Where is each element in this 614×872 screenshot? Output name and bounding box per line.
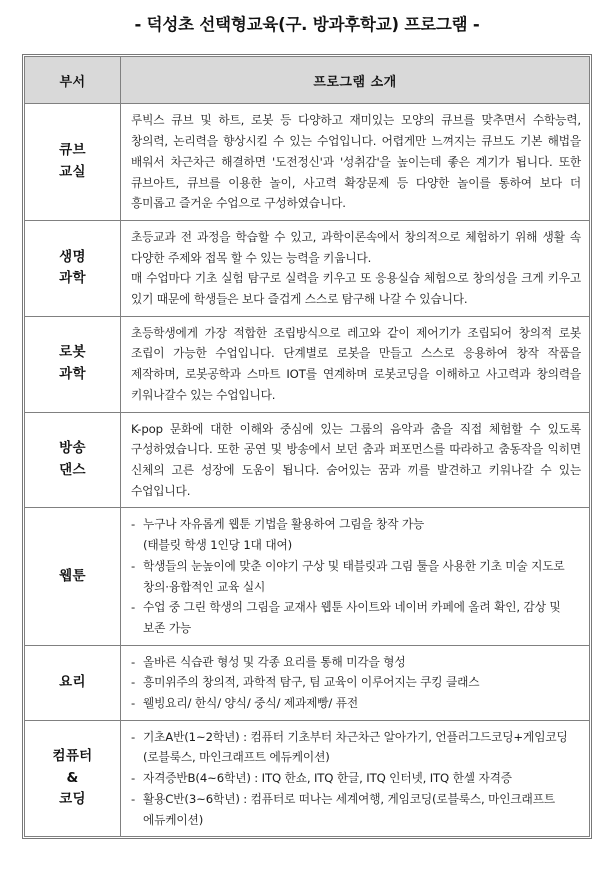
- department-name-line: 과학: [59, 366, 86, 383]
- department-cell: [25, 508, 121, 645]
- department-cell: [25, 720, 121, 837]
- table-row: [25, 220, 590, 316]
- department-name-line: &: [66, 769, 79, 786]
- description-paragraph: K-pop 문화에 대한 이해와 중심에 있는 그룹의 음악과 춤을 직접 체험할 수 있도록 구성하였습니다. 또한 공연 및 방송에서 보던 춤과 퍼포먼스를 따라하고 춤동작을 익히면 신체의 고른 성장에 도움이 됩니다. 숨어있는 꿈과 끼를 발견하고 키워나갈 수 있는 수업입니다.: [131, 421, 581, 498]
- bullet-item: - 흥미위주의 창의적, 과학적 탐구, 팀 교육이 이루어지는 쿠킹 클래스: [131, 672, 581, 693]
- table-body: [25, 104, 590, 837]
- program-table-container: [22, 54, 592, 839]
- department-cell: [25, 645, 121, 720]
- description-paragraph: 루빅스 큐브 및 하트, 로봇 등 다양하고 재미있는 모양의 큐브를 맞추면서 수학능력, 창의력, 논리력을 향상시킬 수 있는 수업입니다. 어렵게만 느껴지는 큐브도 기본 해법을 배워서 차근차근 해결하면 '도전정신'과 '성취감'을 높이는데 좋은 계기가 됩니다. 또한 큐브아트, 큐브를 이용한 놀이, 사고력 확장문제 등 다양한 놀이를 통하여 보다 더 흥미롭고 즐거운 수업으로 구성하였습니다.: [131, 113, 581, 211]
- department-name-line: 댄스: [59, 461, 86, 478]
- department-name-line: 방송: [59, 440, 86, 457]
- table-header-row: [25, 57, 590, 104]
- department-cell: [25, 104, 121, 221]
- table-row: [25, 412, 590, 508]
- bullet-item: - 학생들의 눈높이에 맞춘 이야기 구상 및 태블릿과 그림 툴을 사용한 기초 미술 지도로 창의·융합적인 교육 실시: [131, 556, 581, 597]
- bullet-item: - 수업 중 그린 학생의 그림을 교재사 웹툰 사이트와 네이버 카페에 올려 확인, 감상 및 보존 가능: [131, 597, 581, 638]
- department-name-line: 과학: [59, 270, 86, 287]
- department-name-line: 요리: [59, 673, 86, 690]
- column-header-description: 프로그램 소개: [121, 57, 590, 104]
- description-paragraph: 초등교과 전 과정을 학습할 수 있고, 과학이론속에서 창의적으로 체험하기 위해 생활 속 다양한 주제와 접목 할 수 있는 능력을 키웁니다.: [131, 229, 581, 265]
- description-bullet-list: [131, 727, 581, 831]
- table-row: [25, 508, 590, 645]
- department-cell: [25, 316, 121, 412]
- department-cell: [25, 220, 121, 316]
- bullet-item: - 자격증반B(4~6학년) : ITQ 한쇼, ITQ 한글, ITQ 인터넷, ITQ 한셀 자격증: [131, 768, 581, 789]
- department-name-line: 교실: [59, 164, 86, 181]
- description-cell: [121, 720, 590, 837]
- page-title: - 덕성초 선택형교육(구. 방과후학교) 프로그램 -: [134, 15, 480, 34]
- description-bullet-list: [131, 514, 581, 638]
- description-cell: [121, 220, 590, 316]
- bullet-item: - 누구나 자유롭게 웹툰 기법을 활용하여 그림을 창작 가능: [131, 514, 581, 535]
- table-row: [25, 316, 590, 412]
- description-bullet-list: [131, 652, 581, 714]
- bullet-item: - 웰빙요리/ 한식/ 양식/ 중식/ 제과제빵/ 퓨전: [131, 693, 581, 714]
- description-cell: [121, 645, 590, 720]
- department-name-line: 웹툰: [59, 567, 86, 584]
- description-cell: [121, 508, 590, 645]
- department-name-line: 코딩: [59, 791, 86, 808]
- table-row: [25, 720, 590, 837]
- description-cell: [121, 316, 590, 412]
- department-cell: [25, 412, 121, 508]
- bullet-continuation: (태블릿 학생 1인당 1대 대여): [143, 538, 293, 553]
- description-paragraph: 초등학생에게 가장 적합한 조립방식으로 레고와 같이 제어기가 조립되어 창의적 로봇 조립이 가능한 수업입니다. 단계별로 로봇을 만들고 스스로 응용하여 창작 작품을 제작하며, 로봇공학과 스마트 IOT를 연계하며 로봇코딩을 이해하고 사고력과 창의력을 키워나갈수 있는 수업입니다.: [131, 325, 581, 402]
- department-name-line: 로봇: [59, 344, 86, 361]
- bullet-item: - 올바른 식습관 형성 및 각종 요리를 통해 미각을 형성: [131, 652, 581, 673]
- description-cell: [121, 412, 590, 508]
- bullet-item: - 활용C반(3~6학년) : 컴퓨터로 떠나는 세계여행, 게임코딩(로블룩스, 마인크래프트 에듀케이션): [131, 789, 581, 830]
- column-header-department: 부서: [25, 57, 121, 104]
- bullet-item: - 기초A반(1~2학년) : 컴퓨터 기초부터 차근차근 알아가기, 언플러그드코딩+게임코딩(로블룩스, 마인크래프트 에듀케이션): [131, 727, 581, 768]
- table-header: [25, 57, 590, 104]
- table-row: [25, 104, 590, 221]
- program-table: [24, 56, 590, 837]
- description-paragraph: 매 수업마다 기초 실험 탐구로 실력을 키우고 또 응용실습 체험으로 창의성을 크게 키우고 있기 때문에 학생들은 보다 즐겁게 스스로 탐구해 나갈 수 있습니다.: [131, 271, 581, 307]
- department-name-line: 컴퓨터: [52, 747, 93, 764]
- department-name-line: 생명: [59, 248, 86, 265]
- description-cell: [121, 104, 590, 221]
- department-name-line: 큐브: [59, 142, 86, 159]
- table-row: [25, 645, 590, 720]
